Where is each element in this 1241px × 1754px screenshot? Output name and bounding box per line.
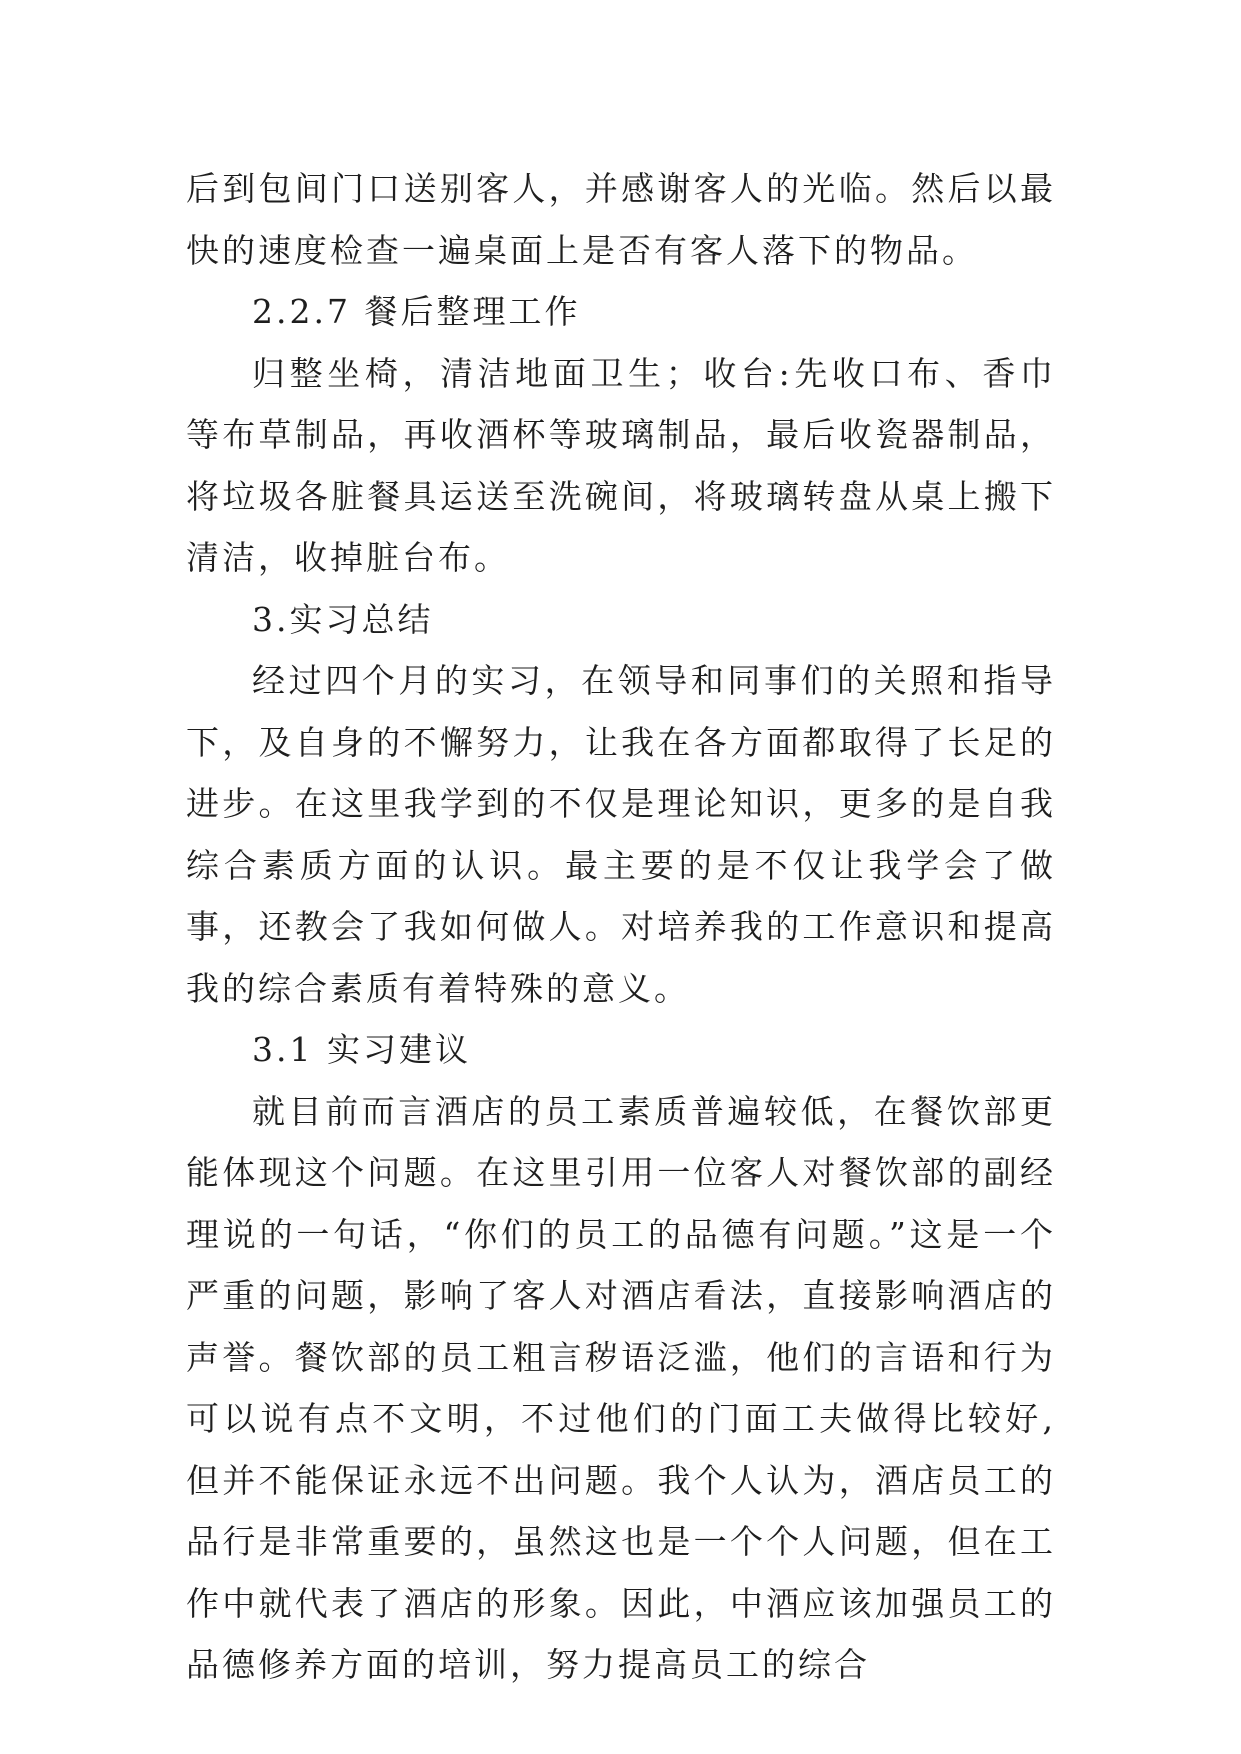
- section-heading-3-1: 3.1 实习建议: [252, 1030, 471, 1069]
- section-heading-3: 3.实习总结: [252, 599, 434, 639]
- document-body: [186, 158, 1056, 1696]
- paragraph-suggestion: 就目前而言酒店的员工素质普遍较低，在餐饮部更能体现这个问题。在这里引用一位客人对餐饮部的副经理说的一句话，“你们的员工的品德有问题。”这是一个严重的问题，影响了客人对酒店看法，直接影响酒店的声誉。餐饮部的员工粗言秽语泛滥，他们的言语和行为可以说有点不文明，不过他们的门面工夫做得比较好,但并不能保证永远不出问题。我个人认为，酒店员工的品行是非常重要的，虽然这也是一个个人问题，但在工作中就代表了酒店的形象。因此，中酒应该加强员工的品德修养方面的培训，努力提高员工的综合: [186, 1091, 1056, 1684]
- paragraph-continued: 后到包间门口送别客人，并感谢客人的光临。然后以最快的速度检查一遍桌面上是否有客人落下的物品。: [186, 169, 1056, 270]
- paragraph-summary: 经过四个月的实习，在领导和同事们的关照和指导下，及自身的不懈努力，让我在各方面都取得了长足的进步。在这里我学到的不仅是理论知识，更多的是自我综合素质方面的认识。最主要的是不仅让我学会了做事，还教会了我如何做人。对培养我的工作意识和提高我的综合素质有着特殊的意义。: [186, 661, 1056, 1008]
- paragraph-cleanup: 归整坐椅，清洁地面卫生；收台:先收口布、香巾等布草制品，再收酒杯等玻璃制品，最后收瓷器制品，将垃圾各脏餐具运送至洗碗间，将玻璃转盘从桌上搬下清洁，收掉脏台布。: [186, 353, 1056, 577]
- section-heading-2-2-7: 2.2.7 餐后整理工作: [252, 292, 581, 331]
